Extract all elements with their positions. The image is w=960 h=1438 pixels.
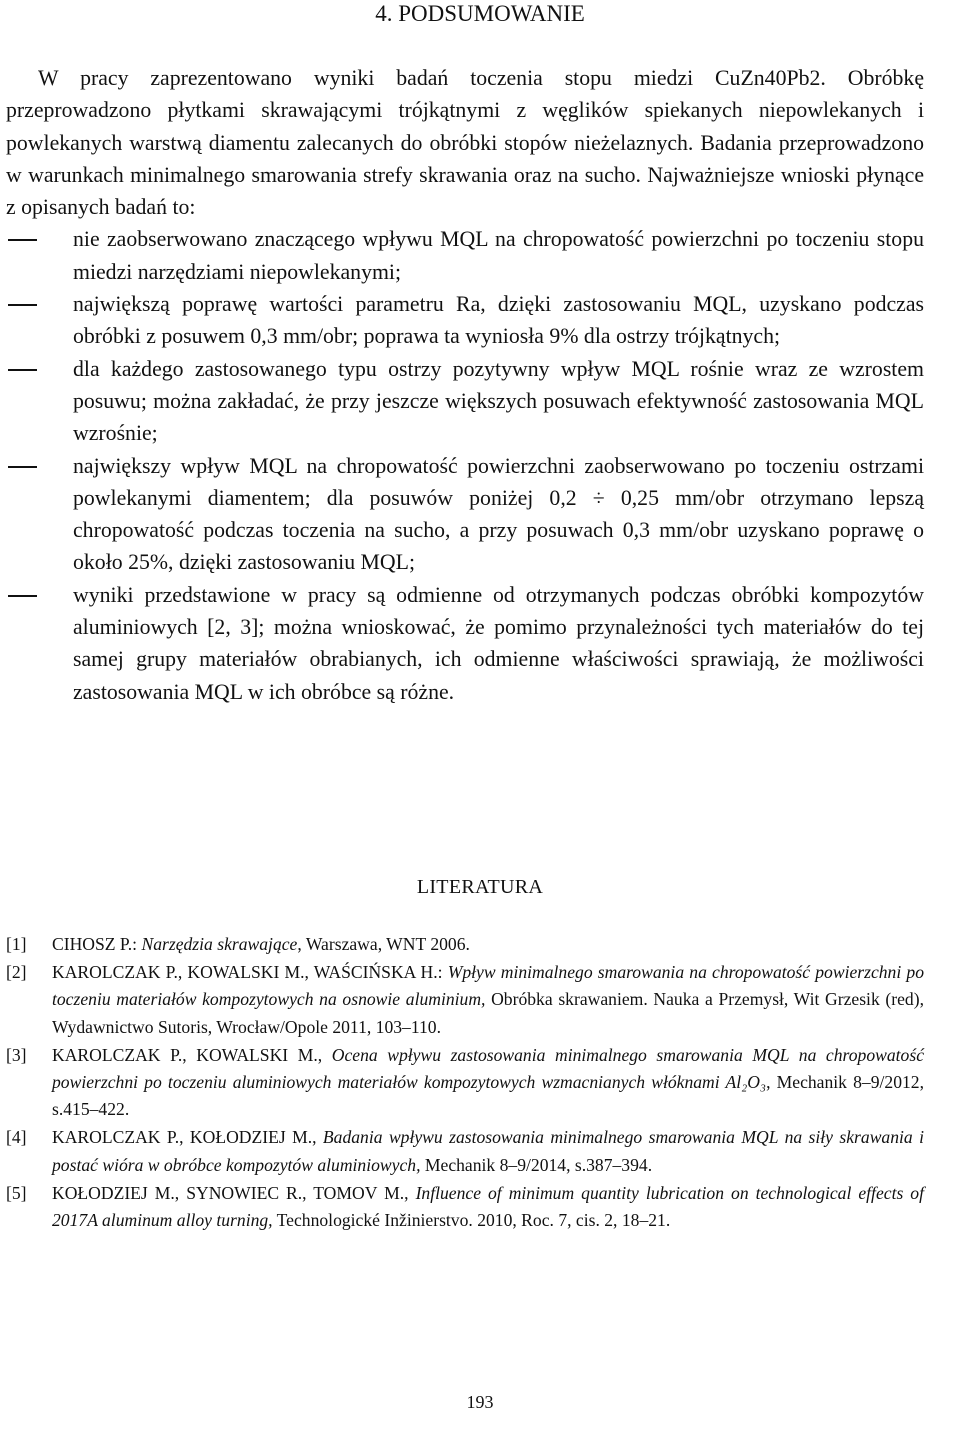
reference-authors: CIHOSZ P.:: [52, 934, 142, 954]
page-number: 193: [466, 1392, 494, 1412]
reference-details: Technologické Inžinierstvo. 2010, Roc. 7, cis. 2, 18–21.: [272, 1210, 671, 1231]
finding-text: nie zaobserwowano znaczącego wpływu MQL na chropowatość powierzchni po toczeniu stopu miedzi narzędziami niepowlekanymi;: [73, 227, 924, 284]
reference-item: [6, 1124, 924, 1178]
reference-item: [6, 959, 924, 1041]
reference-details: , Mechanik 8–9/2012, s.415–422.: [52, 1072, 924, 1120]
finding-item: [6, 288, 924, 353]
reference-item: [6, 1042, 924, 1124]
reference-title: Ocena wpływu zastosowania minimalnego smarowania MQL na chropowatość powierzchni po toczeniu aluminiowych materiałów kompozytowych wzmacnianych włóknami Al₂O₃: [52, 1044, 924, 1093]
reference-title: Wpływ minimalnego smarowania na chropowatość powierzchni po toczeniu materiałów kompozytowych na osnowie aluminium,: [52, 962, 924, 1010]
summary-body: [6, 62, 924, 708]
reference-number: [2]: [6, 962, 27, 983]
finding-text: wyniki przedstawione w pracy są odmienne od otrzymanych podczas obróbki kompozytów aluminiowych [2, 3]; można wnioskować, że pomimo przynależności tych materiałów do tej samej grupy materiałów obrabianych, ich odmienne właściwości sprawiają, że możliwości zastosowania MQL w ich obróbce są różne.: [73, 582, 924, 704]
reference-title: Influence of minimum quantity lubrication on technological effects of 2017A aluminum alloy turning,: [52, 1182, 924, 1231]
reference-number: [3]: [6, 1044, 27, 1065]
finding-item: [6, 223, 924, 288]
reference-authors: KAROLCZAK P., KOWALSKI M.,: [52, 1044, 332, 1065]
reference-title: Narzędzia skrawające: [141, 934, 298, 954]
findings-list: [6, 223, 924, 707]
finding-text: największą poprawę wartości parametru Ra, dzięki zastosowaniu MQL, uzyskano podczas obróbki z posuwem 0,3 mm/obr; poprawa ta wyniosła 9% dla ostrzy trójkątnych;: [73, 292, 924, 349]
reference-details: Mechanik 8–9/2014, s.387–394.: [420, 1154, 653, 1175]
reference-details: Obróbka skrawaniem. Nauka a Przemysł, Wit Grzesik (red), Wydawnictwo Sutoris, Wrocław/Opole 2011, 103–110.: [52, 989, 924, 1037]
reference-details: , Warszawa, WNT 2006.: [297, 934, 470, 954]
summary-paragraph: W pracy zaprezentowano wyniki badań toczenia stopu miedzi CuZn40Pb2. Obróbkę przeprowadzono płytkami skrawającymi trójkątnymi z węglików spiekanych niepowlekanych i powlekanych warstwą diamentu zalecanych do obróbki stopów nieżelaznych. Badania przeprowadzono w warunkach minimalnego smarowania strefy skrawania oraz na sucho. Najważniejsze wnioski płynące z opisanych badań to:: [6, 66, 924, 220]
reference-number: [5]: [6, 1182, 27, 1203]
finding-text: największy wpływ MQL na chropowatość powierzchni zaobserwowano po toczeniu ostrzami powlekanymi diamentem; dla posuwów poniżej 0,2 ÷ 0,25 mm/obr otrzymano lepszą chropowatość podczas toczenia na sucho, a przy posuwach 0,3 mm/obr uzyskano poprawę o około 25%, dzięki zastosowaniu MQL;: [73, 453, 924, 575]
literature-title: LITERATURA: [416, 876, 544, 898]
reference-list: [6, 931, 924, 1235]
reference-item: [6, 1180, 924, 1234]
reference-number: [4]: [6, 1127, 27, 1148]
reference-authors: KAROLCZAK P., KOŁODZIEJ M.,: [52, 1127, 323, 1148]
finding-text: dla każdego zastosowanego typu ostrzy pozytywny wpływ MQL rośnie wraz ze wzrostem posuwu; można zakładać, że przy jeszcze większych posuwach efektywność zastosowania MQL wzrośnie;: [73, 356, 924, 446]
reference-authors: KAROLCZAK P., KOWALSKI M., WAŚCIŃSKA H.:: [52, 962, 448, 983]
finding-item: [6, 353, 924, 450]
finding-item: [6, 450, 924, 579]
section-title: 4. PODSUMOWANIE: [375, 1, 585, 26]
reference-authors: KOŁODZIEJ M., SYNOWIEC R., TOMOV M.,: [52, 1182, 416, 1203]
reference-item: [6, 931, 924, 958]
reference-title: Badania wpływu zastosowania minimalnego smarowania MQL na siły skrawania i postać wióra w obróbce kompozytów aluminiowych,: [52, 1127, 924, 1175]
reference-number: [1]: [6, 934, 27, 954]
finding-item: [6, 579, 924, 708]
